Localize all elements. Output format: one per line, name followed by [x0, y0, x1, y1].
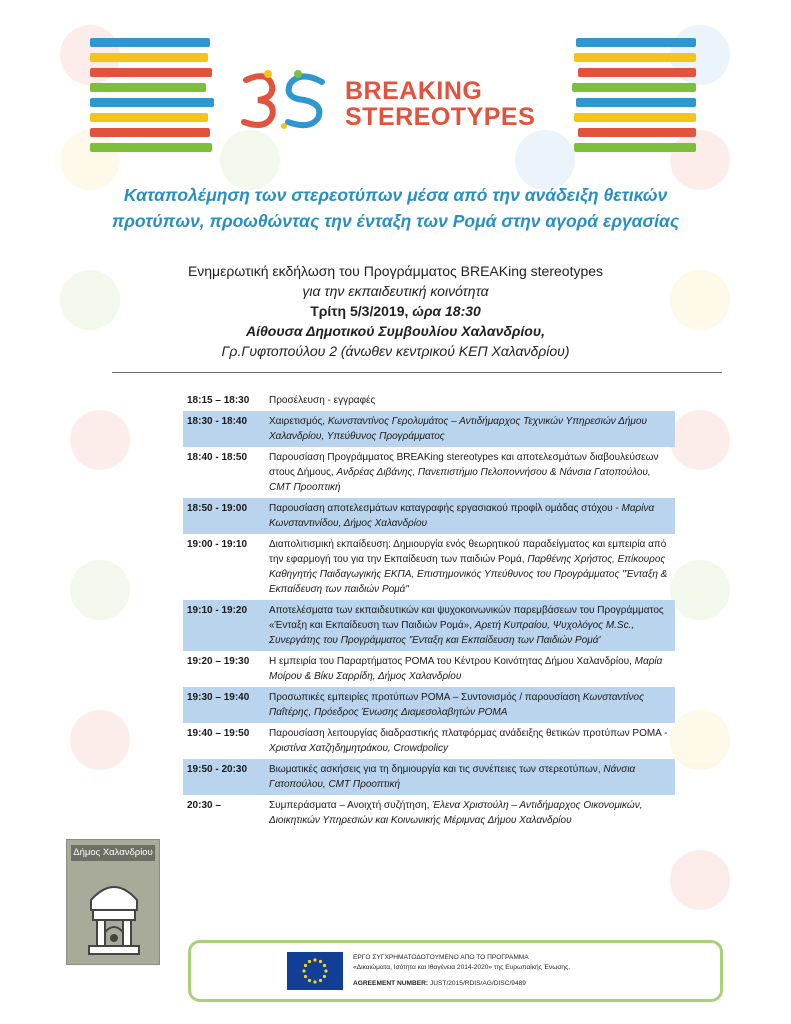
agenda-time: 20:30 –: [187, 800, 221, 811]
agenda-description: [269, 690, 673, 720]
agenda-time: 18:50 - 19:00: [187, 503, 248, 514]
agenda-time: 18:15 – 18:30: [187, 395, 250, 406]
agenda-description: [269, 450, 673, 495]
agenda-speaker: Ανδρέας Διβάνης, Πανεπιστήμιο Πελοποννήσου & Νάνσια Γατοπούλου, CMT Προοπτική: [269, 467, 651, 493]
agenda-row: [183, 498, 675, 534]
agenda-row: [183, 534, 675, 600]
agenda-row: [183, 600, 675, 651]
agenda-speaker: Αρετή Κυπραίου, Ψυχολόγος M.Sc., Συνεργάτης του Προγράμματος 'Ένταξη και Εκπαίδευση των Παιδιών Ρομά': [269, 620, 635, 646]
agenda-row: [183, 411, 675, 447]
agreement-number: [353, 979, 570, 989]
agenda-description: [269, 414, 673, 444]
agenda-text: Παρουσίαση λειτουργίας διαδραστικής πλατφόρμας ανάδειξης θετικών προτύπων ΡΟΜΑ -: [269, 728, 668, 739]
funding-line-2: «Δικαιώματα, Ισότητα και Ιθαγένεια 2014-2020» της Ευρωπαϊκής Ένωσης.: [353, 964, 571, 971]
page-subtitle: [0, 182, 791, 234]
agenda-time: 18:40 - 18:50: [187, 452, 248, 463]
event-datetime: [0, 301, 791, 321]
agenda-table: [183, 390, 675, 831]
municipality-logo: [66, 839, 160, 965]
agenda-speaker: Παρθένης Χρήστος, Επίκουρος Καθηγητής Παιδαγωγικής ΕΚΠΑ, Επιστημονικός Υπεύθυνος του Προγράμματος "Ένταξη & Εκπαίδευση των παιδιών Ρομά": [269, 554, 668, 595]
agreement-label: AGREEMENT NUMBER:: [353, 980, 429, 987]
agenda-text: Προσωπικές εμπειρίες προτύπων ΡΟΜΑ – Συντονισμός / παρουσίαση: [269, 692, 583, 703]
agenda-time: 19:10 - 19:20: [187, 605, 248, 616]
agenda-row: [183, 723, 675, 759]
funding-footer: [188, 940, 723, 1002]
agenda-row: [183, 447, 675, 498]
agenda-speaker: Κωνσταντίνος Παΐτέρης, Πρόεδρος Ένωσης Διαμεσολαβητών ΡΟΜΑ: [269, 692, 644, 718]
agenda-speaker: Νάνσια Γατοπούλου, CMT Προοπτική: [269, 764, 636, 790]
agenda-description: [269, 762, 673, 792]
funding-line-1: ΕΡΓΟ ΣΥΓΧΡΗΜΑΤΟΔΟΤΟΥΜΕΝΟ ΑΠΟ ΤΟ ΠΡΟΓΡΑΜΜΑ: [353, 954, 529, 961]
agenda-row: [183, 795, 675, 831]
agenda-row: [183, 759, 675, 795]
municipality-emblem-icon: [85, 870, 143, 960]
agenda-text: Συμπεράσματα – Ανοιχτή συζήτηση,: [269, 800, 433, 811]
agenda-description: [269, 501, 673, 531]
eu-flag-icon: [287, 952, 343, 990]
agenda-time: 19:40 – 19:50: [187, 728, 250, 739]
agenda-time: 19:50 - 20:30: [187, 764, 248, 775]
agenda-text: Χαιρετισμός,: [269, 416, 328, 427]
event-address: Γρ.Γυφτοπούλου 2 (άνωθεν κεντρικού ΚΕΠ Χαλανδρίου): [221, 343, 570, 359]
agenda-description: [269, 654, 673, 684]
brand-name: [345, 78, 535, 130]
agenda-row: [183, 390, 675, 411]
banner-stripes-left: [90, 38, 216, 158]
agenda-speaker: Μαρίνα Κωνσταντινίδου, Δήμος Χαλανδρίου: [269, 503, 655, 529]
funding-text: [353, 953, 570, 989]
section-divider: [112, 372, 722, 373]
event-venue: Αίθουσα Δημοτικού Συμβουλίου Χαλανδρίου,: [245, 323, 545, 339]
agenda-speaker: Κωνσταντίνος Γερολυμάτος – Αντιδήμαρχος Τεχνικών Υπηρεσιών Δήμου Χαλανδρίου, Υπεύθυνος Προγράμματος: [269, 416, 647, 442]
agenda-speaker: Μαρία Μοίρου & Βίκυ Σαρρίδη, Δήμος Χαλανδρίου: [269, 656, 663, 682]
agenda-text: Προσέλευση - εγγραφές: [269, 395, 376, 406]
agenda-row: [183, 687, 675, 723]
event-info: [0, 261, 791, 361]
agenda-text: Αποτελέσματα των εκπαιδευτικών και ψυχοκοινωνικών παρεμβάσεων του Προγράμματος «Ένταξη και Εκπαίδευση των Παιδιών Ρομά»,: [269, 605, 664, 631]
agenda-speaker: Έλενα Χριστούλη – Αντιδήμαρχος Οικονομικών, Διοικητικών Υπηρεσιών και Κοινωνικής Μέριμνας Δήμου Χαλανδρίου: [269, 800, 643, 826]
agenda-description: [269, 603, 673, 648]
agenda-speaker: Χριστίνα Χατζηδημητράκου, Crowdpolicy: [269, 743, 448, 754]
agenda-time: 19:00 - 19:10: [187, 539, 248, 550]
brand-line-2: STEREOTYPES: [345, 103, 536, 131]
event-time: ώρα 18:30: [412, 303, 481, 319]
banner-stripes-right: [570, 38, 696, 158]
agenda-description: [269, 537, 673, 597]
agenda-text: Παρουσίαση Προγράμματος BREAKing stereotypes και αποτελεσμάτων διαβουλεύσεων στους Δήμους,: [269, 452, 659, 478]
agenda-text: Διαπολιτισμική εκπαίδευση: Δημιουργία ενός θεωρητικού παραδείγματος και εμπειρία από την εφαρμογή του για την Εκπαίδευση των παιδιών Ρομά,: [269, 539, 667, 565]
agenda-description: [269, 798, 673, 828]
agenda-text: Παρουσίαση αποτελεσμάτων καταγραφής εργασιακού προφίλ ομάδας στόχου -: [269, 503, 622, 514]
municipality-label: Δήμος Χαλανδρίου: [71, 845, 155, 861]
agreement-value: JUST/2015/RDIS/AG/DISC/9489: [429, 980, 526, 987]
agenda-text: Η εμπειρία του Παραρτήματος ΡΟΜΑ του Κέντρου Κοινότητας Δήμου Χαλανδρίου,: [269, 656, 635, 667]
agenda-time: 19:30 – 19:40: [187, 692, 250, 703]
subtitle-line-1: Καταπολέμηση των στερεοτύπων μέσα από την ανάδειξη θετικών: [123, 185, 668, 205]
event-audience: για την εκπαιδευτική κοινότητα: [302, 283, 489, 299]
event-title: Ενημερωτική εκδήλωση του Προγράμματος BREAKing stereotypes: [187, 263, 604, 279]
breaking-stereotypes-logo-icon: [238, 68, 330, 132]
agenda-description: [269, 393, 673, 408]
agenda-text: Βιωματικές ασκήσεις για τη δημιουργία και τις συνέπειες των στερεοτύπων,: [269, 764, 604, 775]
subtitle-line-2: προτύπων, προωθώντας την ένταξη των Ρομά στην αγορά εργασίας: [111, 211, 680, 231]
agenda-time: 18:30 - 18:40: [187, 416, 248, 427]
agenda-time: 19:20 – 19:30: [187, 656, 250, 667]
agenda-row: [183, 651, 675, 687]
event-date: Τρίτη 5/3/2019,: [310, 303, 409, 319]
brand-line-1: BREAKING: [345, 77, 483, 105]
agenda-description: [269, 726, 673, 756]
